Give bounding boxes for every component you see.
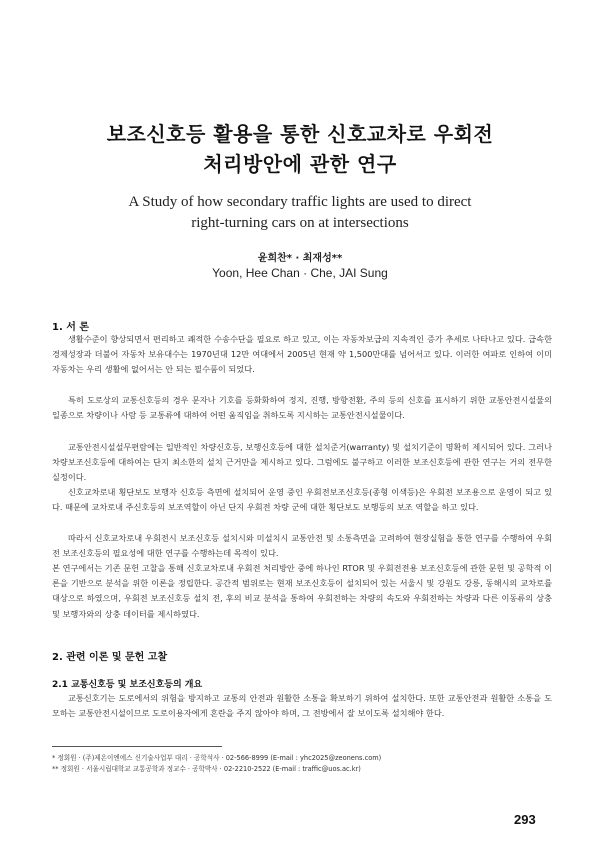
intro-paragraph-2: 특히 도로상의 교통신호등의 경우 문자나 기호를 등화화하여 정지, 진행, 방향전환, 주의 등의 신호를 표시하기 위한 교통안전시설물의 일종으로 차량이나 사람 등 교통류에 대하여 어떤 움직임을 취하도록 지시하는 교통안전시설물이다. [52, 395, 552, 421]
page-number: 293 [514, 812, 536, 827]
footnote-author2: ** 정회원 · 서울시립대학교 교통공학과 정교수 · 공학박사 · 02-2210-2522 (E-mail : traffic@uos.ac.kr) [52, 765, 361, 773]
intro-paragraph-4: 신호교차로내 횡단보도 보행자 신호등 측면에 설치되어 운영 중인 우회전보조신호등(종형 이색등)은 우회전 보조용으로 운영이 되고 있다. 때문에 교차로내 주신호등의 보조역할이 아닌 단지 우회전 차량 군에 대한 횡단보도 보행등의 보조 역할을 하고 있다. [52, 487, 552, 513]
intro-paragraph-6: 본 연구에서는 기존 문헌 고찰을 통해 신호교차로내 우회전 처리방안 중에 하나인 RTOR 및 우회전전용 보조신호등에 관한 문헌 및 공학적 이론을 기반으로 분석을 위한 이론을 정립한다. 공간적 범위로는 현재 보조신호등이 설치되어 있는 서울시 및 강원도 강릉, 동해시의 교차로를 대상으로 하였으며, 우회전 보조신호등 설치 전, 후의 비교 분석을 통하여 우회전하는 차량의 속도와 우회전하는 차량과 다른 이동류의 상충 및 보행자와의 상충 데이터를 제시하였다. [52, 563, 552, 619]
intro-paragraph-3: 교통안전시설설무편람에는 일반적인 차량신호등, 보행신호등에 대한 설치준거(warranty) 및 설치기준이 명확히 제시되어 있다. 그러나 차량보조신호등에 대하여는 단지 최소한의 설치 근거만을 제시하고 있다. 그럼에도 불구하고 이러한 보조신호등에 관한 연구는 거의 전무한 실정이다. [52, 442, 552, 483]
footnote-author1: * 정회원 · (주)제온이엔에스 신기술사업부 대리 · 공학석사 · 02-566-8999 (E-mail : yhc2025@zeonens.com) [52, 754, 382, 762]
korean-title-line2: 처리방안에 관한 연구 [203, 152, 397, 176]
english-title-line2: right-turning cars on at intersections [191, 215, 409, 231]
footnote-divider [52, 746, 222, 747]
authors-korean: 윤희찬* · 최재성** [257, 253, 343, 264]
section2-paragraph: 교통신호기는 도로에서의 위험을 방지하고 교통의 안전과 원활한 소통을 확보하기 위하여 설치한다. 또한 교통안전과 원활한 소통을 도모하는 교통안전시설이므로 도로이용자에게 혼란을 주지 않아야 하며, 그 전방에서 잘 보이도록 설치해야 한다. [52, 693, 552, 719]
section-heading-related-theory: 2. 관련 이론 및 문헌 고찰 [52, 652, 168, 663]
section-heading-introduction: 1. 서 론 [52, 322, 90, 333]
english-title-line1: A Study of how secondary traffic lights are used to direct [128, 194, 472, 210]
korean-title-line1: 보조신호등 활용을 통한 신호교차로 우회전 [106, 122, 494, 146]
intro-paragraph-1: 생활수준이 향상되면서 편리하고 쾌적한 수송수단을 필요로 하고 있고, 이는 자동차보급의 지속적인 증가 추세로 나타나고 있다. 급속한 경제성장과 더불어 자동차 보유대수는 1970년대 12만 여대에서 2005년 현재 약 1,500만대를 넘어서고 있다. 이러한 여파로 인하여 이미 자동차는 우리 생활에 없어서는 안 되는 필수품이 되었다. [52, 334, 552, 375]
intro-paragraph-5: 따라서 신호교차로내 우회전시 보조신호등 설치시와 미설치시 교통안전 및 소통측면을 고려하여 현장실험을 통한 연구를 수행하여 우회전 보조신호등의 필요성에 대한 연구를 수행하는데 목적이 있다. [52, 533, 552, 559]
subsection-heading-2-1: 2.1 교통신호등 및 보조신호등의 개요 [52, 680, 203, 690]
authors-english: Yoon, Hee Chan · Che, JAI Sung [212, 266, 388, 280]
